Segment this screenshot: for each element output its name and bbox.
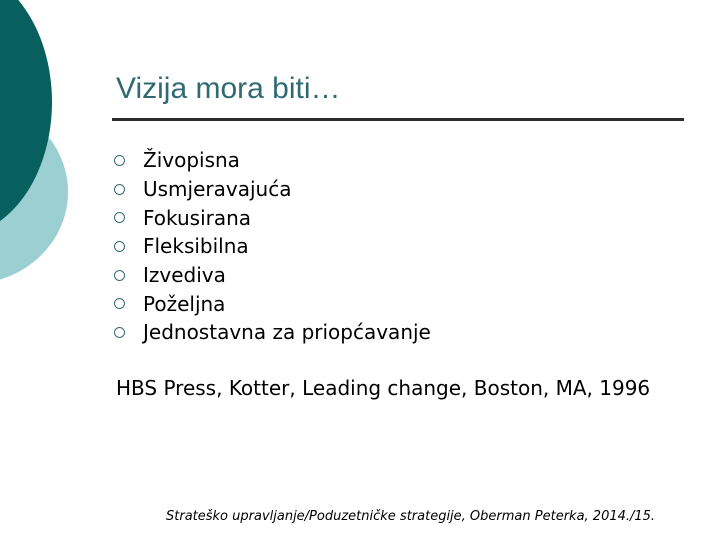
circle-bullet-icon: [114, 270, 125, 281]
list-item: [112, 289, 431, 318]
bullet-text: Poželjna: [143, 291, 226, 316]
footer-text: Strateško upravljanje/Poduzetničke strategije, Oberman Peterka, 2014./15.: [166, 509, 656, 524]
circle-bullet-icon: [114, 298, 125, 309]
list-item: [112, 232, 431, 261]
circle-bullet-icon: [114, 155, 125, 166]
bullet-text: Izvediva: [143, 263, 226, 288]
circle-bullet-icon: [114, 241, 125, 252]
bullet-list: [112, 146, 431, 347]
list-item: [112, 175, 431, 204]
circle-bullet-icon: [114, 184, 125, 195]
list-item: [112, 261, 431, 290]
list-item: [112, 203, 431, 232]
bullet-text: Živopisna: [143, 148, 240, 173]
circle-bullet-icon: [114, 212, 125, 223]
bullet-text: Usmjeravajuća: [143, 177, 292, 202]
bullet-text: Fokusirana: [143, 205, 252, 230]
bullet-text: Fleksibilna: [143, 234, 249, 259]
title-divider: [112, 118, 684, 121]
list-item: [112, 146, 431, 175]
bullet-text: Jednostavna za priopćavanje: [143, 320, 431, 345]
list-item: [112, 318, 431, 347]
circle-bullet-icon: [114, 327, 125, 338]
slide-title: Vizija mora biti…: [116, 72, 341, 105]
decorative-circles: [0, 0, 120, 300]
reference-text: HBS Press, Kotter, Leading change, Boston, MA, 1996: [116, 376, 651, 400]
